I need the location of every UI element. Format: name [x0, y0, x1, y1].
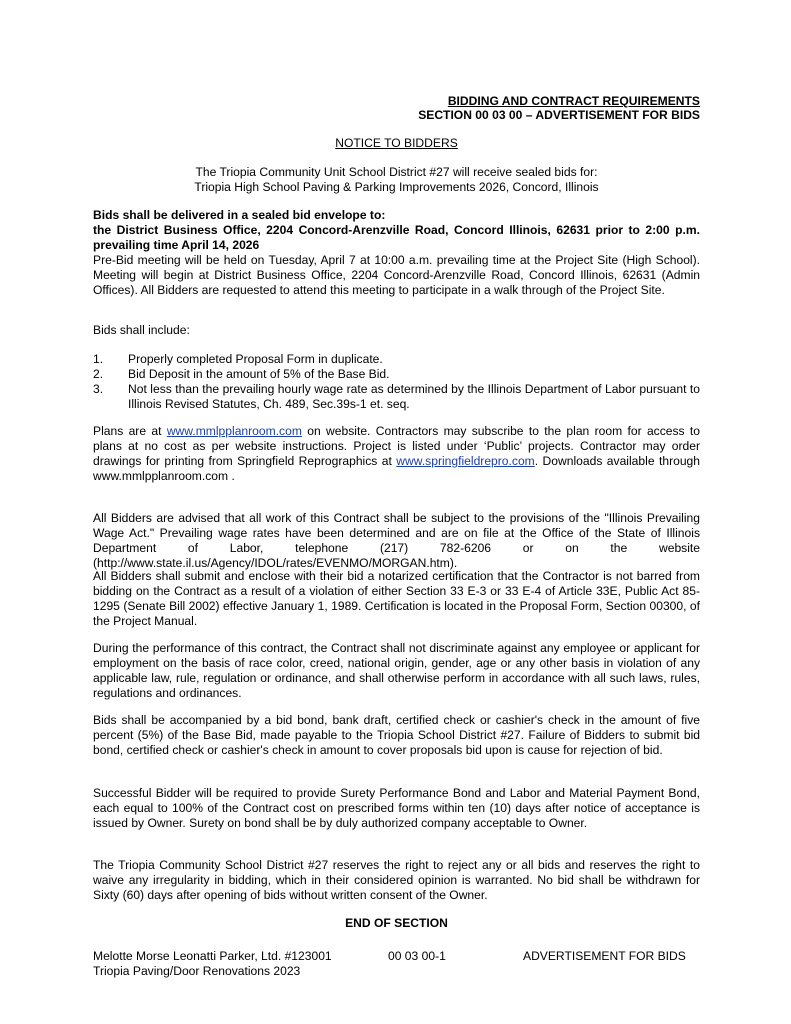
surety-bond-paragraph: Successful Bidder will be required to provide Surety Performance Bond and Labor and Material Payment Bond, each equal to 100% of the Contract cost on prescribed forms within ten (10) days after notice of acceptance is issued by Owner. Surety on bond shall be by duly authorized company acceptable to Owner. — [93, 786, 700, 831]
intro-line-1: The Triopia Community Unit School District #27 will receive sealed bids for: — [195, 165, 598, 179]
prebid-paragraph: Pre-Bid meeting will be held on Tuesday, April 7 at 10:00 a.m. prevailing time at the Project Site (High School). Meeting will begin at District Business Office, 2204 Concord-Arenzville Road, Concord Illinois, 62631 (Admin Offices). All Bidders are requested to attend this meeting to participate in a walk through of the Project Site. — [93, 253, 700, 298]
intro-line-2: Triopia High School Paving & Parking Improvements 2026, Concord, Illinois — [194, 180, 599, 195]
section-header-title: BIDDING AND CONTRACT REQUIREMENTS — [447, 94, 700, 108]
footer-section-title: ADVERTISEMENT FOR BIDS — [523, 949, 686, 963]
bid-bond-paragraph: Bids shall be accompanied by a bid bond, bank draft, certified check or cashier's check in the amount of five percent (5%) of the Base Bid, made payable to the Triopia School District #27. Failure of Bidders to submit bid bond, certified check or cashier's check in amount to cover proposals bid upon is cause for rejection of bid. — [93, 713, 700, 758]
list-item-number: 3. — [93, 382, 104, 397]
list-item-number: 2. — [93, 367, 104, 382]
list-item — [93, 352, 700, 367]
footer-project: Triopia Paving/Door Renovations 2023 — [93, 964, 301, 978]
list-item-text: Not less than the prevailing hourly wage rate as determined by the Illinois Department of Labor pursuant to Illinois Revised Statutes, Ch. 489, Sec.39s-1 et. seq. — [128, 382, 700, 412]
certification-paragraph: All Bidders shall submit and enclose with their bid a notarized certification that the Contractor is not barred from bidding on the Contract as a result of a violation of either Section 33 E-3 or 33 E-4 of Article 33E, Public Act 85-1295 (Senate Bill 2002) effective January 1, 1989. Certification is located in the Proposal Form, Section 00300, of the Project Manual. — [93, 569, 700, 629]
requirements-list — [93, 352, 700, 412]
footer-firm: Melotte Morse Leonatti Parker, Ltd. #123001 — [93, 949, 332, 963]
delivery-block — [93, 208, 700, 299]
nondiscrimination-paragraph: During the performance of this contract, the Contract shall not discriminate against any employee or applicant for employment on the basis of race color, creed, national origin, gender, age or any other basis in violation of any applicable law, rule, regulation or ordinance, and shall otherwise perform in accordance with all such laws, rules, regulations and ordinances. — [93, 641, 700, 701]
list-item-text: Bid Deposit in the amount of 5% of the Base Bid. — [128, 367, 390, 382]
notice-title: NOTICE TO BIDDERS — [335, 136, 458, 150]
plans-text-3: . Downloads available through www.mmlpplanroom.com . — [93, 454, 700, 484]
planroom-link[interactable]: www.mmlpplanroom.com — [166, 424, 302, 438]
delivery-heading: Bids shall be delivered in a sealed bid envelope to: — [93, 208, 386, 222]
list-item-number: 1. — [93, 352, 104, 366]
intro-block — [93, 165, 700, 195]
end-of-section: END OF SECTION — [345, 916, 448, 930]
plans-text-2: on website. Contractors may subscribe to the plan room for access to plans at no cost as per website instructions. Project is listed under ‘Public’ projects. Contractor may order drawings for printing from Springfield Reprographics at — [93, 424, 701, 469]
plans-text-1: Plans are at — [93, 424, 167, 438]
delivery-address: the District Business Office, 2204 Concord-Arenzville Road, Concord Illinois, 62631 prior to 2:00 p.m. prevailing time April 14, 2026 — [93, 223, 700, 253]
list-item-text: Properly completed Proposal Form in duplicate. — [128, 352, 383, 366]
plans-paragraph — [93, 424, 700, 484]
reservation-paragraph: The Triopia Community School District #27 reserves the right to reject any or all bids and reserves the right to waive any irregularity in bidding, which in their considered opinion is warranted. No bid shall be withdrawn for Sixty (60) days after opening of bids without written consent of the Owner. — [93, 858, 700, 903]
list-item — [93, 367, 700, 382]
list-item — [93, 382, 700, 412]
footer-page-code: 00 03 00-1 — [388, 949, 446, 963]
include-heading: Bids shall include: — [93, 323, 190, 337]
section-header-subtitle: SECTION 00 03 00 – ADVERTISEMENT FOR BIDS — [418, 108, 700, 122]
prevailing-wage-paragraph: All Bidders are advised that all work of this Contract shall be subject to the provisions of the "Illinois Prevailing Wage Act." Prevailing wage rates have been determined and are on file at the Office of the State of Illinois Department of Labor, telephone (217) 782-6206 or on the website (http://www.state.il.us/Agency/IDOL/rates/EVENMO/MORGAN.htm). — [93, 511, 700, 571]
springfield-repro-link[interactable]: www.springfieldrepro.com — [396, 454, 535, 469]
